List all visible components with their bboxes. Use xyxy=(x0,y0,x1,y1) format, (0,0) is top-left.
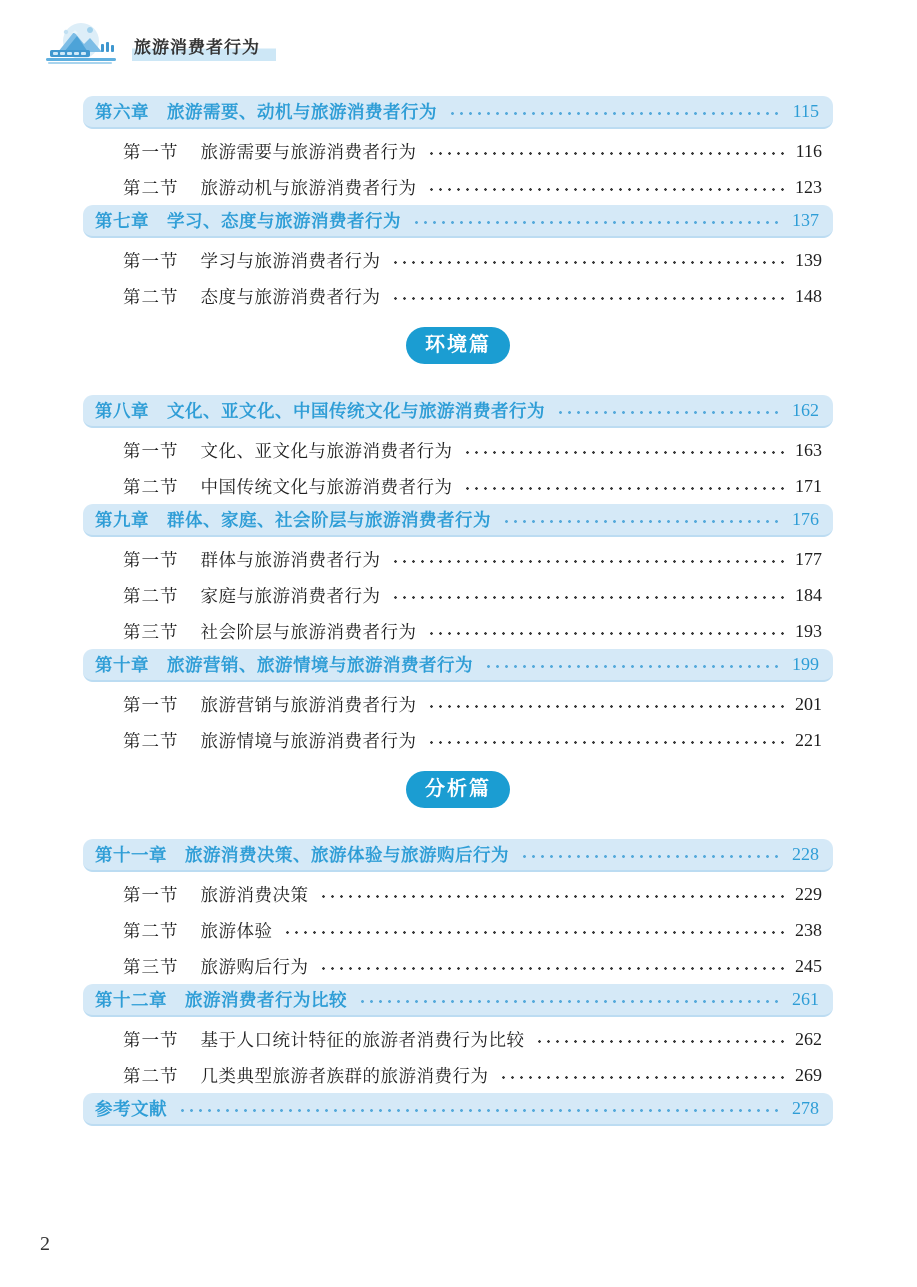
chapter-page-number: 115 xyxy=(792,101,819,121)
section-label: 第一节 xyxy=(123,1029,179,1050)
section-entry xyxy=(83,1057,833,1093)
chapter-title: 旅游需要、动机与旅游消费者行为 xyxy=(167,102,437,122)
dotted-leader xyxy=(283,930,788,935)
dotted-leader xyxy=(556,410,783,415)
section-label: 第二节 xyxy=(123,286,179,307)
section-label: 第一节 xyxy=(123,440,179,461)
section-title: 基于人口统计特征的旅游者消费行为比较 xyxy=(200,1029,525,1050)
dotted-leader xyxy=(391,559,788,564)
section-page-number: 171 xyxy=(795,475,822,496)
chapter-title: 旅游营销、旅游情境与旅游消费者行为 xyxy=(167,655,473,675)
section-page-number: 262 xyxy=(795,1028,822,1049)
chapter-label: 第六章 xyxy=(95,102,149,122)
section-title: 家庭与旅游消费者行为 xyxy=(200,585,381,606)
dotted-leader xyxy=(319,966,788,971)
section-page-number: 201 xyxy=(795,693,822,714)
section-entry xyxy=(83,948,833,984)
section-title: 学习与旅游消费者行为 xyxy=(200,250,381,271)
section-title: 群体与旅游消费者行为 xyxy=(200,549,381,570)
chapter-page-number: 261 xyxy=(792,989,819,1009)
section-entry xyxy=(83,432,833,468)
dotted-leader xyxy=(178,1108,783,1113)
section-page-number: 139 xyxy=(795,249,822,270)
dotted-leader xyxy=(520,854,783,859)
section-label: 第一节 xyxy=(123,141,179,162)
chapter-page-number: 228 xyxy=(792,844,819,864)
section-page-number: 163 xyxy=(795,439,822,460)
section-entry xyxy=(83,876,833,912)
chapter-label: 第八章 xyxy=(95,401,149,421)
section-entry xyxy=(83,686,833,722)
section-label: 第一节 xyxy=(123,250,179,271)
page-header xyxy=(44,22,276,64)
section-title: 旅游情境与旅游消费者行为 xyxy=(200,730,417,751)
section-page-number: 193 xyxy=(795,620,822,641)
chapter-entry xyxy=(83,839,833,872)
dotted-leader xyxy=(391,260,788,265)
section-label: 第二节 xyxy=(123,585,179,606)
dotted-leader xyxy=(358,999,783,1004)
book-title: 旅游消费者行为 xyxy=(132,35,276,61)
section-label: 第三节 xyxy=(123,956,179,977)
chapter-label: 参考文献 xyxy=(95,1099,167,1119)
section-entry xyxy=(83,577,833,613)
chapter-page-number: 137 xyxy=(792,210,819,230)
section-label: 第二节 xyxy=(123,920,179,941)
section-entry xyxy=(83,1021,833,1057)
mountain-landscape-logo-icon xyxy=(44,22,118,64)
chapter-entry xyxy=(83,649,833,682)
section-title: 旅游需要与旅游消费者行为 xyxy=(200,141,417,162)
chapter-block xyxy=(83,205,833,314)
dotted-leader xyxy=(502,519,783,524)
chapter-entry xyxy=(83,1093,833,1126)
section-page-number: 221 xyxy=(795,729,822,750)
chapter-page-number: 176 xyxy=(792,509,819,529)
section-page-number: 177 xyxy=(795,548,822,569)
dotted-leader xyxy=(427,704,788,709)
section-page-number: 148 xyxy=(795,285,822,306)
dotted-leader xyxy=(412,220,783,225)
dotted-leader xyxy=(535,1039,788,1044)
section-title: 社会阶层与旅游消费者行为 xyxy=(200,621,417,642)
chapter-title: 旅游消费者行为比较 xyxy=(185,990,347,1010)
chapter-block xyxy=(83,504,833,649)
chapter-entry xyxy=(83,395,833,428)
section-page-number: 269 xyxy=(795,1064,822,1085)
section-label: 第二节 xyxy=(123,476,179,497)
section-label: 第一节 xyxy=(123,549,179,570)
chapter-block xyxy=(83,96,833,205)
chapter-label: 第九章 xyxy=(95,510,149,530)
section-entry xyxy=(83,278,833,314)
section-page-number: 184 xyxy=(795,584,822,605)
section-label: 第一节 xyxy=(123,884,179,905)
section-page-number: 116 xyxy=(795,140,822,161)
chapter-title: 群体、家庭、社会阶层与旅游消费者行为 xyxy=(167,510,491,530)
chapter-page-number: 278 xyxy=(792,1098,819,1118)
section-page-number: 245 xyxy=(795,955,822,976)
part-badge-wrap xyxy=(83,327,833,364)
section-title: 文化、亚文化与旅游消费者行为 xyxy=(200,440,453,461)
dotted-leader xyxy=(499,1075,788,1080)
chapter-entry xyxy=(83,984,833,1017)
chapter-page-number: 199 xyxy=(792,654,819,674)
dotted-leader xyxy=(427,740,788,745)
dotted-leader xyxy=(319,894,788,899)
chapter-entry xyxy=(83,96,833,129)
chapter-block xyxy=(83,1093,833,1126)
dotted-leader xyxy=(427,631,788,636)
section-entry xyxy=(83,613,833,649)
section-entry xyxy=(83,133,833,169)
dotted-leader xyxy=(427,187,788,192)
chapter-title: 学习、态度与旅游消费者行为 xyxy=(167,211,401,231)
section-title: 旅游营销与旅游消费者行为 xyxy=(200,694,417,715)
chapter-title: 旅游消费决策、旅游体验与旅游购后行为 xyxy=(185,845,509,865)
chapter-entry xyxy=(83,205,833,238)
part-badge: 分析篇 xyxy=(406,771,510,808)
section-page-number: 123 xyxy=(795,176,822,197)
dotted-leader xyxy=(463,450,788,455)
chapter-entry xyxy=(83,504,833,537)
section-title: 旅游动机与旅游消费者行为 xyxy=(200,177,417,198)
section-page-number: 229 xyxy=(795,883,822,904)
section-label: 第二节 xyxy=(123,1065,179,1086)
dotted-leader xyxy=(391,595,788,600)
section-title: 旅游购后行为 xyxy=(200,956,309,977)
section-title: 态度与旅游消费者行为 xyxy=(200,286,381,307)
section-label: 第二节 xyxy=(123,730,179,751)
dotted-leader xyxy=(391,296,788,301)
section-page-number: 238 xyxy=(795,919,822,940)
section-entry xyxy=(83,722,833,758)
section-title: 旅游消费决策 xyxy=(200,884,309,905)
section-title: 中国传统文化与旅游消费者行为 xyxy=(200,476,453,497)
chapter-label: 第十一章 xyxy=(95,845,167,865)
chapter-title: 文化、亚文化、中国传统文化与旅游消费者行为 xyxy=(167,401,545,421)
section-label: 第三节 xyxy=(123,621,179,642)
toc xyxy=(83,96,833,1130)
chapter-label: 第七章 xyxy=(95,211,149,231)
page-number: 2 xyxy=(40,1233,50,1255)
section-label: 第二节 xyxy=(123,177,179,198)
dotted-leader xyxy=(463,486,788,491)
section-entry xyxy=(83,242,833,278)
chapter-block xyxy=(83,984,833,1093)
section-entry xyxy=(83,468,833,504)
chapter-block xyxy=(83,395,833,504)
chapter-block xyxy=(83,649,833,758)
section-entry xyxy=(83,912,833,948)
section-entry xyxy=(83,541,833,577)
chapter-block xyxy=(83,839,833,984)
section-title: 几类典型旅游者族群的旅游消费行为 xyxy=(200,1065,489,1086)
part-badge-wrap xyxy=(83,771,833,808)
dotted-leader xyxy=(484,664,783,669)
dotted-leader xyxy=(448,111,784,116)
chapter-page-number: 162 xyxy=(792,400,819,420)
chapter-label: 第十章 xyxy=(95,655,149,675)
part-badge: 环境篇 xyxy=(406,327,510,364)
dotted-leader xyxy=(427,151,788,156)
section-entry xyxy=(83,169,833,205)
chapter-label: 第十二章 xyxy=(95,990,167,1010)
section-label: 第一节 xyxy=(123,694,179,715)
section-title: 旅游体验 xyxy=(200,920,273,941)
